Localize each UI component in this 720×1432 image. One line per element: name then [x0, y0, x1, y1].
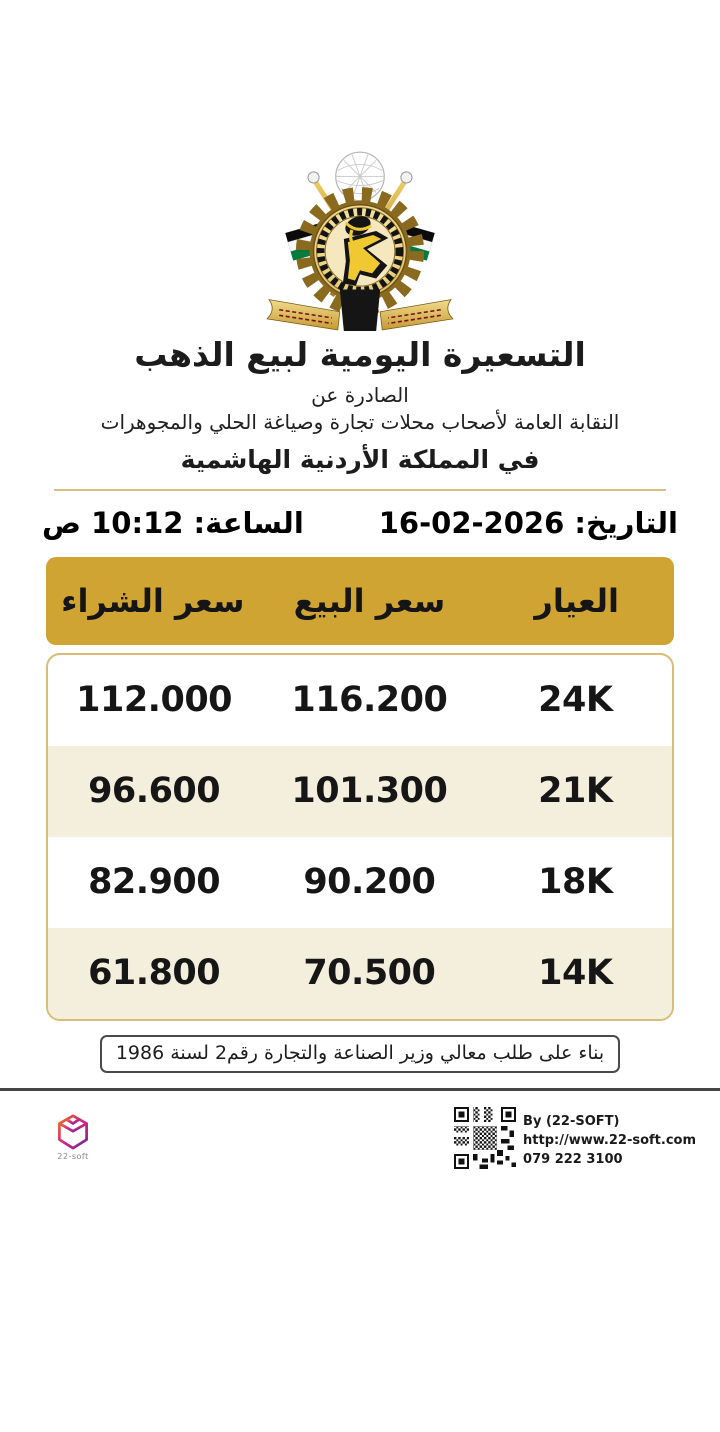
column-header-buy-price: سعر الشراء	[61, 581, 245, 620]
diamond-ball-icon	[336, 152, 384, 200]
column-header-karat: العيار	[534, 581, 619, 620]
footer	[0, 1099, 720, 1170]
date-field	[379, 506, 678, 540]
software-brand	[56, 1113, 90, 1161]
datetime-row	[0, 506, 720, 540]
sell-price-cell: 90.200	[303, 862, 436, 903]
time-value: 10:12 ص	[42, 505, 184, 540]
cube-logo-icon	[56, 1113, 90, 1151]
ribbon-banner	[267, 290, 453, 331]
footer-divider	[0, 1088, 720, 1091]
credit-text	[523, 1113, 696, 1170]
table-row	[48, 655, 672, 746]
issued-by-line1: الصادرة عن	[311, 382, 409, 407]
table-row	[48, 928, 672, 1019]
price-table-body	[46, 653, 674, 1021]
qr-code	[454, 1107, 516, 1169]
table-header-row	[46, 557, 674, 645]
karat-cell: 18K	[538, 862, 613, 903]
time-label: الساعة:	[193, 505, 304, 540]
karat-cell: 21K	[538, 771, 613, 812]
note-wrap	[0, 1035, 720, 1073]
column-header-sell-price: سعر البيع	[293, 581, 446, 620]
ministerial-note: بناء على طلب معالي وزير الصناعة والتجارة رقم2 لسنة 1986	[100, 1035, 620, 1073]
sell-price-cell: 116.200	[291, 680, 448, 721]
time-field	[42, 506, 304, 540]
page-title: التسعيرة اليومية لبيع الذهب	[134, 335, 586, 374]
buy-price-cell: 61.800	[88, 953, 221, 994]
syndicate-emblem	[238, 132, 482, 334]
buy-price-cell: 82.900	[88, 862, 221, 903]
gold-divider	[54, 489, 666, 491]
country-line: في المملكة الأردنية الهاشمية	[180, 444, 540, 474]
date-label: التاريخ:	[574, 505, 678, 540]
sell-price-cell: 70.500	[303, 953, 436, 994]
date-value: 16-02-2026	[378, 505, 565, 540]
table-row	[48, 746, 672, 837]
karat-cell: 14K	[538, 953, 613, 994]
credit-line1: By (22-SOFT)	[523, 1113, 620, 1129]
brand-caption: 22-soft	[57, 1151, 89, 1161]
sell-price-cell: 101.300	[291, 771, 448, 812]
buy-price-cell: 112.000	[76, 680, 233, 721]
credit-line2: http://www.22-soft.com	[523, 1132, 696, 1148]
syndicate-emblem-graphic	[238, 132, 482, 334]
table-row	[48, 837, 672, 928]
issued-by-line2: النقابة العامة لأصحاب محلات تجارة وصياغة الحلي والمجوهرات	[100, 409, 620, 434]
karat-cell: 24K	[538, 680, 613, 721]
buy-price-cell: 96.600	[88, 771, 221, 812]
gold-price-bulletin	[0, 132, 720, 1432]
gold-price-table	[46, 557, 674, 1021]
credit-line3: 079 222 3100	[523, 1151, 623, 1167]
developer-credit	[454, 1107, 696, 1170]
